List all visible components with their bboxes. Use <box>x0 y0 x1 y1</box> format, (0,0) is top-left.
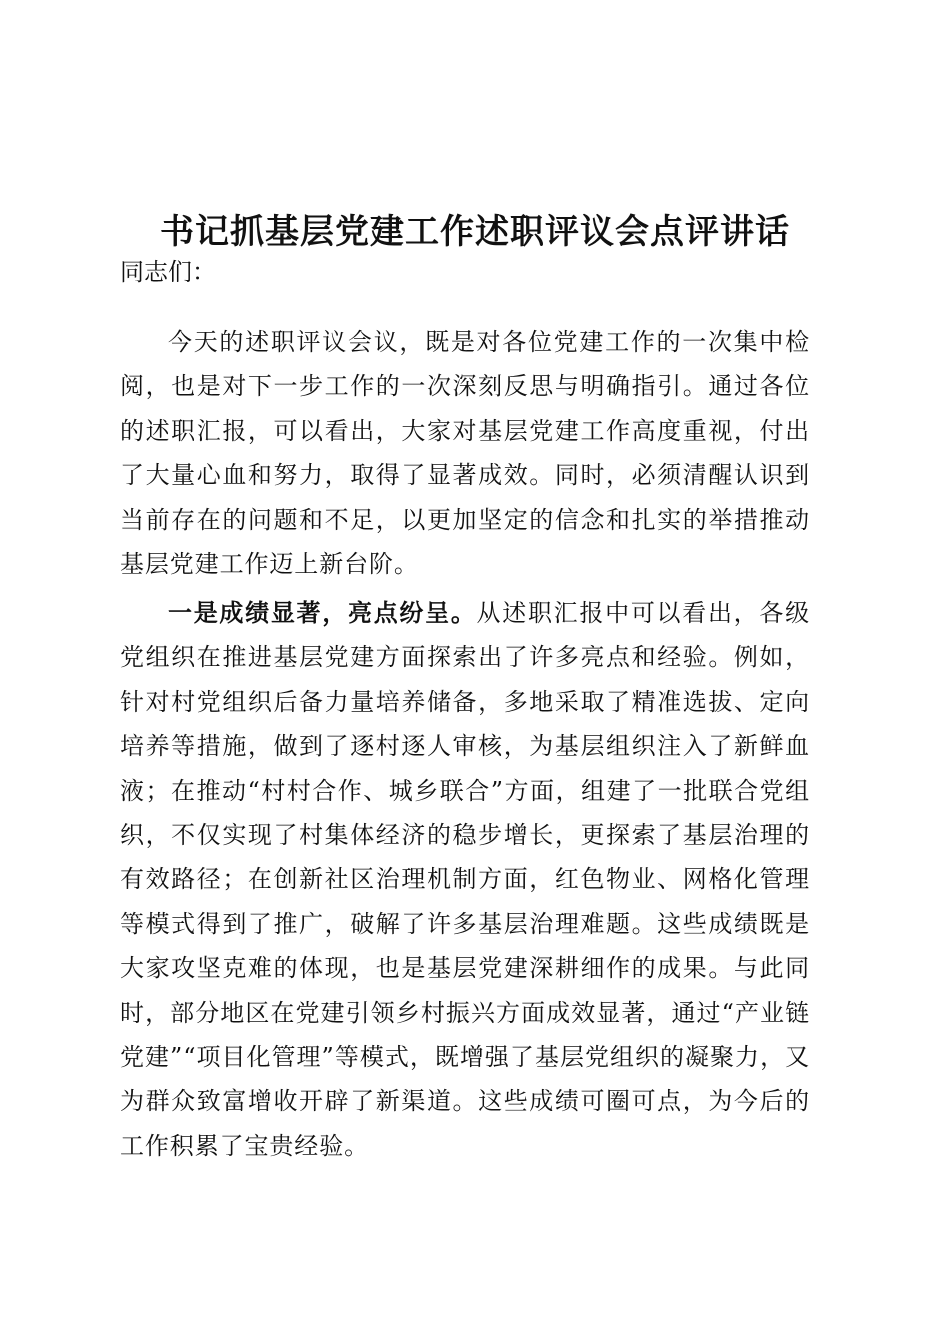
paragraph-intro-text: 今天的述职评议会议，既是对各位党建工作的一次集中检阅，也是对下一步工作的一次深刻反思与明确指引。通过各位的述职汇报，可以看出，大家对基层党建工作高度重视，付出了大量心血和努力，取得了显著成效。同时，必须清醒认识到当前存在的问题和不足，以更加坚定的信念和扎实的举措推动基层党建工作迈上新台阶。 <box>120 328 810 579</box>
paragraph-achievements <box>120 591 810 1168</box>
paragraph-achievements-lead: 一是成绩显著，亮点纷呈。 <box>168 598 477 627</box>
document-title: 书记抓基层党建工作述职评议会点评讲话 <box>160 212 790 252</box>
salutation: 同志们： <box>120 258 216 286</box>
paragraph-achievements-text: 从述职汇报中可以看出，各级党组织在推进基层党建方面探索出了许多亮点和经验。例如，针对村党组织后备力量培养储备，多地采取了精准选拔、定向培养等措施，做到了逐村逐人审核，为基层组织注入了新鲜血液；在推动“村村合作、城乡联合”方面，组建了一批联合党组织，不仅实现了村集体经济的稳步增长，更探索了基层治理的有效路径；在创新社区治理机制方面，红色物业、网格化管理等模式得到了推广，破解了许多基层治理难题。这些成绩既是大家攻坚克难的体现，也是基层党建深耕细作的成果。与此同时，部分地区在党建引领乡村振兴方面成效显著，通过“产业链党建”“项目化管理”等模式，既增强了基层党组织的凝聚力，又为群众致富增收开辟了新渠道。这些成绩可圈可点，为今后的工作积累了宝贵经验。 <box>120 599 810 1160</box>
paragraph-intro <box>120 320 810 586</box>
